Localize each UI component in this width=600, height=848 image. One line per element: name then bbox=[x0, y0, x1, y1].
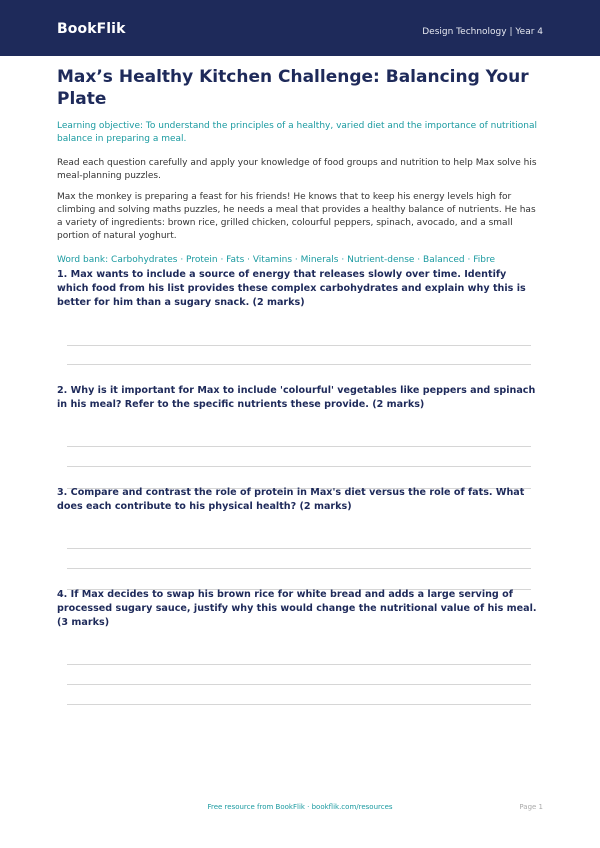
question-3: 3. Compare and contrast the role of protein in Max's diet versus the role of fats. What does each contribute to his physical health? (2 marks) bbox=[57, 487, 525, 512]
instructions: Read each question carefully and apply your knowledge of food groups and nutrition to help Max solve his meal-planning puzzles. bbox=[57, 158, 537, 181]
question-4: 4. If Max decides to swap his brown rice for white bread and adds a large serving of processed sugary sauce, justify why this would change the nutritional value of his meal. (3 marks) bbox=[57, 589, 537, 628]
word-bank: Word bank: Carbohydrates · Protein · Fats · Vitamins · Minerals · Nutrient-dense · Balanced · Fibre bbox=[57, 255, 495, 265]
question-2: 2. Why is it important for Max to include 'colourful' vegetables like peppers and spinach in his meal? Refer to the specific nutrients these provide. (2 marks) bbox=[57, 385, 536, 410]
answer-line[interactable] bbox=[67, 684, 531, 685]
scenario-text: Max the monkey is preparing a feast for his friends! He knows that to keep his energy levels high for climbing and solving maths puzzles, he needs a meal that provides a healthy balance of nutrients. He has a variety of ingredients: brown rice, grilled chicken, colourful peppers, spinach, avocado, and a small portion of natural yoghurt. bbox=[57, 192, 536, 241]
learning-objective: Learning objective: To understand the principles of a healthy, varied diet and the importance of nutritional balance in preparing a meal. bbox=[57, 121, 538, 144]
answer-line[interactable] bbox=[67, 345, 531, 346]
brand-logo[interactable]: BookFlik bbox=[57, 21, 126, 37]
question-1: 1. Max wants to include a source of energy that releases slowly over time. Identify which food from his list provides these complex carbohydrates and explain why this is better for him than a sugary snack. (2 marks) bbox=[57, 269, 526, 308]
answer-line[interactable] bbox=[67, 664, 531, 665]
page-title: Max’s Healthy Kitchen Challenge: Balancing Your Plate bbox=[57, 67, 529, 109]
subject-label: Design Technology | Year 4 bbox=[422, 27, 543, 37]
page-number: Page 1 bbox=[519, 803, 543, 811]
header-bar bbox=[0, 0, 600, 56]
answer-line[interactable] bbox=[67, 446, 531, 447]
answer-line[interactable] bbox=[67, 466, 531, 467]
answer-line[interactable] bbox=[67, 704, 531, 705]
footer-credit[interactable]: Free resource from BookFlik · bookflik.com/resources bbox=[207, 803, 393, 811]
answer-line[interactable] bbox=[67, 568, 531, 569]
answer-line[interactable] bbox=[67, 364, 531, 365]
answer-line[interactable] bbox=[67, 548, 531, 549]
worksheet-intro bbox=[57, 66, 543, 267]
